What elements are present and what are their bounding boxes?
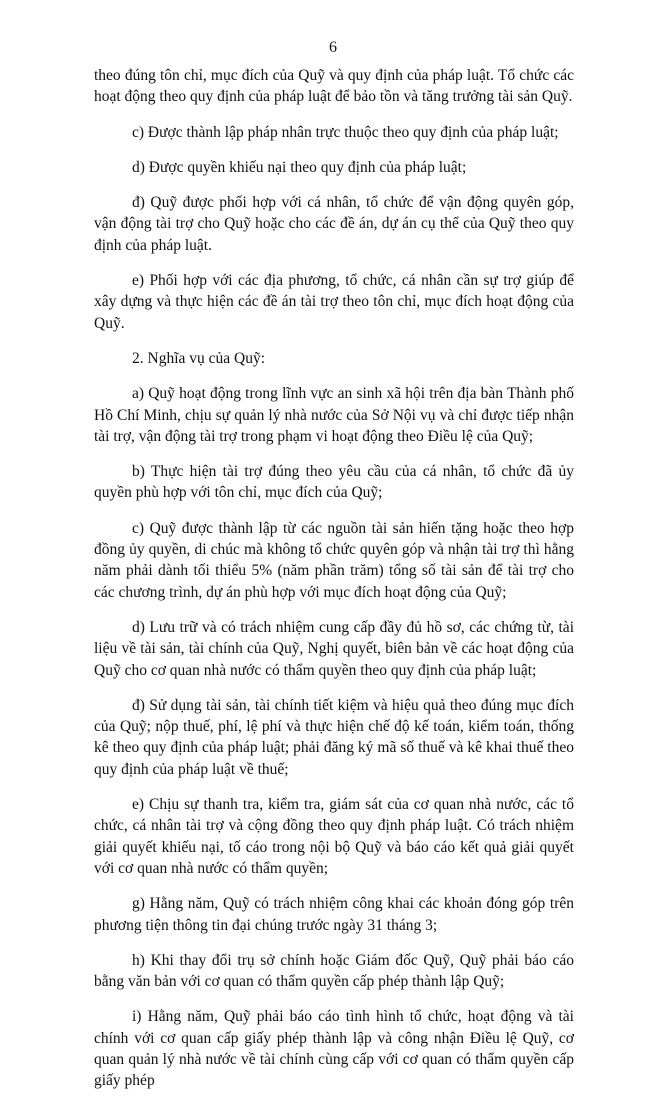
paragraph-obligation-e: e) Chịu sự thanh tra, kiểm tra, giám sát của cơ quan nhà nước, các tổ chức, cá nhân tài trợ và cộng đồng theo quy định pháp luật. Có trách nhiệm giải quyết khiếu nại, tố cáo trong nội bộ Quỹ và báo cáo kết quả giải quyết với cơ quan nhà nước có thẩm quyền; xyxy=(94,796,574,877)
paragraph-clause-c: c) Được thành lập pháp nhân trực thuộc theo quy định của pháp luật; xyxy=(132,123,559,141)
paragraph-obligation-a: a) Quỹ hoạt động trong lĩnh vực an sinh xã hội trên địa bàn Thành phố Hồ Chí Minh, chịu sự quản lý nhà nước của Sở Nội vụ và chỉ được tiếp nhận tài trợ, vận động tài trợ trong phạm vi hoạt động theo Điều lệ của Quỹ; xyxy=(94,385,574,445)
paragraph-obligation-h: h) Khi thay đổi trụ sở chính hoặc Giám đốc Quỹ, Quỹ phải báo cáo bằng văn bản với cơ quan có thẩm quyền cấp phép thành lập Quỹ; xyxy=(94,951,574,991)
paragraph-obligation-c: c) Quỹ được thành lập từ các nguồn tài sản hiến tặng hoặc theo hợp đồng ủy quyền, di chúc mà không tổ chức quyên góp và nhận tài trợ thì hằng năm phải dành tối thiểu 5% (năm phần trăm) tổng số tài sản để tài trợ cho các chương trình, dự án phù hợp với mục đích hoạt động của Quỹ; xyxy=(94,519,574,601)
document-body xyxy=(94,65,574,1106)
paragraph-obligation-i: i) Hằng năm, Quỹ phải báo cáo tình hình tổ chức, hoạt động và tài chính với cơ quan cấp giấy phép thành lập và công nhận Điều lệ Quỹ, cơ quan quản lý nhà nước về tài chính cùng cấp với cơ quan có thẩm quyền cấp giấy phép xyxy=(94,1008,574,1090)
paragraph-continuation: theo đúng tôn chỉ, mục đích của Quỹ và quy định của pháp luật. Tổ chức các hoạt động theo quy định của pháp luật để bảo tồn và tăng trưởng tài sản Quỹ. xyxy=(94,67,574,106)
paragraph-obligation-d: d) Lưu trữ và có trách nhiệm cung cấp đầy đủ hồ sơ, các chứng từ, tài liệu về tài sản, tài chính của Quỹ, Nghị quyết, biên bản về các hoạt động của Quỹ cho cơ quan nhà nước có thẩm quyền theo quy định của pháp luật; xyxy=(94,618,574,679)
paragraph-clause-d: d) Được quyền khiếu nại theo quy định của pháp luật; xyxy=(132,158,467,176)
page-number: 6 xyxy=(329,39,337,56)
paragraph-clause-e: e) Phối hợp với các địa phương, tổ chức, cá nhân cần sự trợ giúp để xây dựng và thực hiện các đề án tài trợ theo tôn chỉ, mục đích hoạt động của Quỹ. xyxy=(94,272,574,332)
paragraph-obligation-dd: đ) Sử dụng tài sản, tài chính tiết kiệm và hiệu quả theo đúng mục đích của Quỹ; nộp thuế, phí, lệ phí và thực hiện chế độ kế toán, kiểm toán, thống kê theo quy định của pháp luật; phải đăng ký mã số thuế và kê khai thuế theo quy định của pháp luật về thuế; xyxy=(94,696,574,778)
section-heading-obligations: 2. Nghĩa vụ của Quỹ: xyxy=(132,349,266,367)
paragraph-obligation-g: g) Hằng năm, Quỹ có trách nhiệm công khai các khoản đóng góp trên phương tiện thông tin đại chúng trước ngày 31 tháng 3; xyxy=(94,895,574,934)
paragraph-obligation-b: b) Thực hiện tài trợ đúng theo yêu cầu của cá nhân, tổ chức đã ủy quyền phù hợp với tôn chỉ, mục đích của Quỹ; xyxy=(94,463,574,502)
paragraph-clause-dd: đ) Quỹ được phối hợp với cá nhân, tổ chức để vận động quyên góp, vận động tài trợ cho Quỹ hoặc cho các đề án, dự án cụ thể của Quỹ theo quy định của pháp luật. xyxy=(94,194,574,254)
